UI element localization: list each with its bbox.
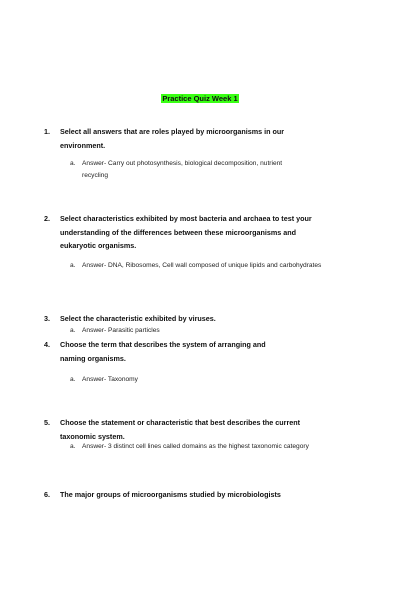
question-number: 6. [44,490,50,499]
question-number: 1. [44,127,50,136]
answer-text: Answer- Taxonomy [82,376,138,383]
document-title: Practice Quiz Week 1 [162,94,238,103]
question-number: 5. [44,418,50,427]
question-6 [44,488,364,502]
question-text: The major groups of microorganisms studied by microbiologists [60,490,281,499]
answer-text: Answer- DNA, Ribosomes, Cell wall composed of unique lipids and carbohydrates [82,262,322,269]
question-3 [44,312,364,326]
answer-letter: a. [70,262,76,269]
answer-text: Answer- 3 distinct cell lines called domains as the highest taxonomic category [82,443,309,450]
answer-letter: a. [70,160,76,167]
answer-2 [70,260,325,272]
answer-text: Answer- Parasitic particles [82,327,160,334]
answer-1 [70,158,295,182]
question-4 [44,338,284,365]
question-2 [44,212,314,253]
answer-5 [70,441,335,453]
answer-3 [70,325,330,337]
answer-4 [70,374,330,386]
question-text: Choose the statement or characteristic that best describes the current taxonomic system. [60,418,301,441]
answer-letter: a. [70,443,76,450]
question-text: Choose the term that describes the system of arranging and naming organisms. [60,340,266,363]
title-container [0,88,400,106]
question-number: 4. [44,340,50,349]
question-1 [44,125,324,152]
answer-letter: a. [70,327,76,334]
question-5 [44,416,309,443]
question-number: 2. [44,214,50,223]
question-number: 3. [44,314,50,323]
answer-letter: a. [70,376,76,383]
answer-text: Answer- Carry out photosynthesis, biological decomposition, nutrient recycling [82,160,283,179]
question-text: Select all answers that are roles played by microorganisms in our environment. [60,127,285,150]
question-text: Select characteristics exhibited by most bacteria and archaea to test your understanding of the differences between these microorganisms and eukaryotic organisms. [60,214,312,250]
question-text: Select the characteristic exhibited by viruses. [60,314,216,323]
